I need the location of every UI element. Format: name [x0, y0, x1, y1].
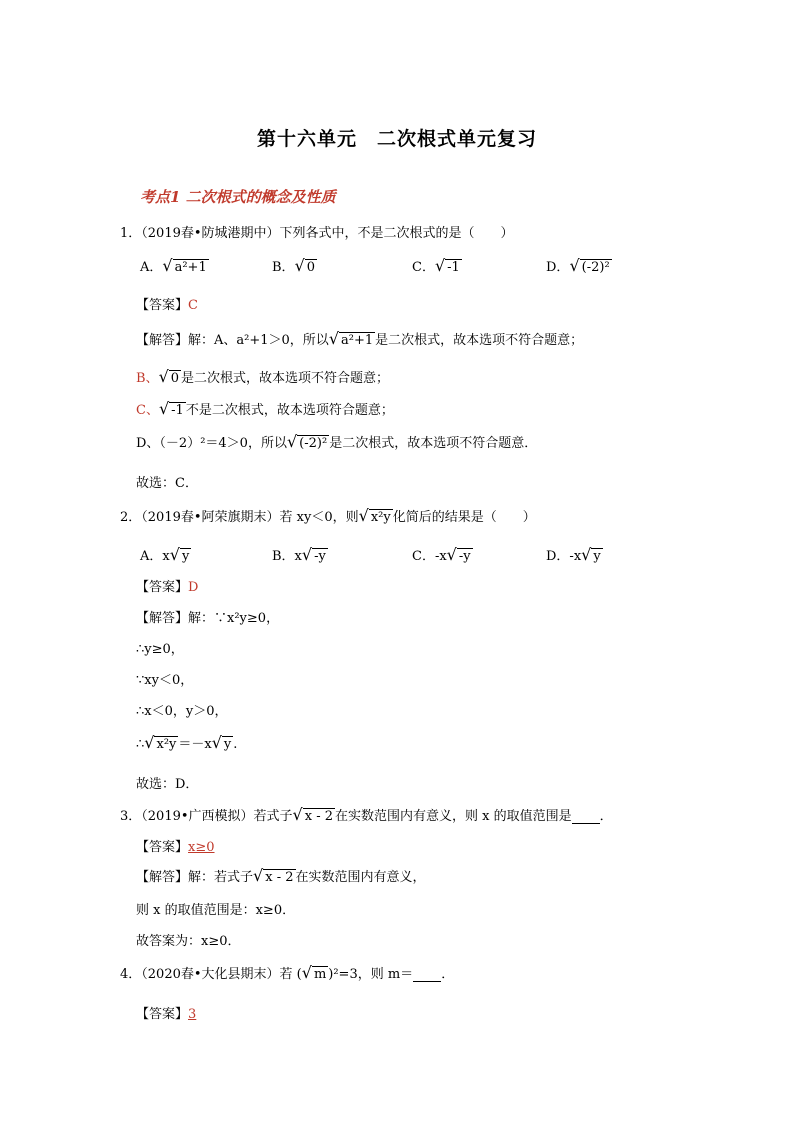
stem-text: 4．（2020春•大化县期末）若 ( [120, 967, 302, 982]
sqrt-icon: √ [301, 545, 313, 564]
sqrt-icon: √ [158, 399, 170, 418]
q1-option-b-label: B． [272, 260, 295, 275]
solution-text: 是二次根式，故本选项不符合题意； [375, 333, 584, 348]
q1-choose: 故选：C． [136, 476, 198, 491]
q2-choose: 故选：D． [136, 777, 199, 792]
radicand: y [223, 737, 232, 752]
radicand: x²y [156, 737, 177, 752]
radicand: a²+1 [341, 333, 374, 348]
sqrt-icon: √ [358, 506, 369, 525]
solution-tag: 【解答】 [136, 611, 189, 626]
sqrt-icon: √ [253, 866, 264, 885]
radicand: y [181, 549, 190, 564]
radicand: -y [314, 549, 326, 564]
sqrt-icon: √ [301, 963, 312, 982]
q3-solution-line1 [136, 866, 426, 885]
q2-option-a-label: A．x [140, 549, 170, 564]
radicand: x²y [370, 510, 391, 525]
solution-text: ＝－x [178, 737, 212, 752]
answer-tag: 【答案】 [136, 840, 189, 855]
q1-solution-line3 [136, 399, 394, 418]
q1-option-a-label: A． [140, 260, 163, 275]
sqrt-icon: √ [158, 367, 169, 386]
sqrt-icon: √ [144, 733, 155, 752]
radicand: (-2)² [299, 436, 328, 451]
q2-option-b-label: B．x [272, 549, 302, 564]
sqrt-icon: √ [328, 329, 340, 348]
answer-tag: 【答案】 [136, 298, 189, 313]
solution-text: . [233, 737, 238, 752]
sqrt-icon: √ [292, 805, 303, 824]
q2-stem [120, 506, 536, 525]
stem-text: ． [441, 967, 455, 982]
answer-value: 3 [188, 1007, 197, 1022]
q3-stem [120, 805, 613, 824]
q1-option-a [140, 256, 209, 275]
stem-text: 3．（2019•广西模拟）若式子 [120, 809, 293, 824]
stem-text: )²=3，则 m＝ [328, 967, 414, 982]
solution-text: B、 [136, 371, 159, 386]
q3-solution-line2: 则 x 的取值范围是：x≥0． [136, 903, 296, 918]
q3-answer [136, 836, 215, 855]
q2-option-c-label: C．-x [412, 549, 447, 564]
sqrt-icon: √ [211, 733, 222, 752]
sqrt-icon: √ [434, 256, 446, 275]
radicand: y [593, 549, 601, 564]
answer-value: C [188, 298, 198, 313]
q1-answer [136, 294, 198, 313]
radicand: m [313, 967, 327, 982]
sqrt-icon: √ [162, 256, 173, 275]
q1-option-a-radicand: a²+1 [174, 260, 207, 275]
q2-solution-line1 [136, 607, 279, 626]
q2-option-a [140, 545, 191, 564]
sqrt-icon: √ [581, 545, 592, 564]
radicand: x - 2 [265, 870, 294, 885]
solution-text: 是二次根式，故本选项不符合题意． [329, 436, 538, 451]
radicand: 0 [170, 371, 180, 386]
q2-option-c [412, 545, 473, 564]
answer-value: D [188, 580, 199, 595]
solution-text: 是二次根式，故本选项不符合题意； [181, 371, 390, 386]
q2-option-d [546, 545, 603, 564]
stem-text: 化简后的结果是（ ） [392, 510, 536, 525]
radicand: x - 2 [304, 809, 333, 824]
q4-stem [120, 963, 454, 982]
answer-tag: 【答案】 [136, 580, 189, 595]
stem-text: 2．（2019春•阿荣旗期末）若 xy＜0，则 [120, 510, 359, 525]
q3-solution-line3: 故答案为：x≥0． [136, 934, 241, 949]
answer-tag: 【答案】 [136, 1007, 189, 1022]
q2-solution-line2: ∴y≥0， [136, 642, 184, 657]
sqrt-icon: √ [294, 256, 305, 275]
radicand: -y [458, 549, 471, 564]
q2-solution-line5 [136, 733, 237, 752]
q1-option-d-label: D． [546, 260, 570, 275]
section-heading: 考点1 二次根式的概念及性质 [140, 188, 336, 206]
radicand: -1 [171, 403, 184, 418]
solution-text: 解：A、a²+1＞0，所以 [188, 333, 329, 348]
solution-text: 解：∵x²y≥0， [188, 611, 280, 626]
q2-answer [136, 576, 198, 595]
q2-option-d-label: D．-x [546, 549, 582, 564]
q1-option-b [272, 256, 317, 275]
sqrt-icon: √ [569, 256, 580, 275]
q1-option-c [412, 256, 462, 275]
q2-solution-line4: ∴x＜0，y＞0， [136, 704, 228, 719]
solution-text: 在实数范围内有意义， [295, 870, 426, 885]
solution-tag: 【解答】 [136, 870, 189, 885]
solution-text: C、 [136, 403, 159, 418]
q1-stem: 1．（2019春•防城港期中）下列各式中，不是二次根式的是（ ） [120, 226, 514, 241]
sqrt-icon: √ [169, 545, 180, 564]
answer-blank [572, 811, 600, 824]
answer-blank [413, 969, 441, 982]
solution-text: 解：若式子 [188, 870, 254, 885]
solution-text: ∴ [136, 737, 145, 752]
q1-option-b-radicand: 0 [306, 260, 316, 275]
q1-solution-line2 [136, 367, 389, 386]
solution-text: 不是二次根式，故本选项符合题意； [185, 403, 394, 418]
answer-value: x≥0 [188, 840, 215, 855]
solution-text: D、（－2）²＝4＞0，所以 [136, 436, 287, 451]
q1-option-d [546, 256, 612, 275]
q1-option-c-radicand: -1 [447, 260, 460, 275]
q2-option-b [272, 545, 328, 564]
sqrt-icon: √ [446, 545, 457, 564]
q1-option-c-label: C． [412, 260, 435, 275]
solution-tag: 【解答】 [136, 333, 189, 348]
q1-solution-line1 [136, 329, 583, 348]
q2-solution-line3: ∵xy＜0， [136, 673, 194, 688]
sqrt-icon: √ [286, 432, 298, 451]
q1-solution-line4 [136, 432, 537, 451]
q1-option-d-radicand: (-2)² [581, 260, 610, 275]
q4-answer [136, 1003, 196, 1022]
stem-text: ． [599, 809, 613, 824]
page-title: 第十六单元 二次根式单元复习 [256, 128, 537, 150]
stem-text: 在实数范围内有意义，则 x 的取值范围是 [335, 809, 572, 824]
